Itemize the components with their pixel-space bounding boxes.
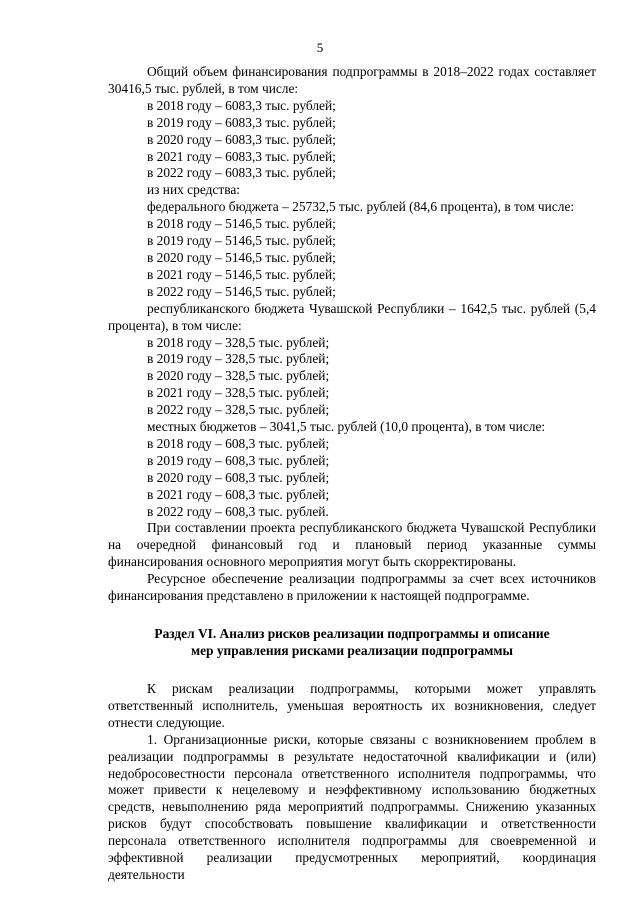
total-funding-years	[108, 98, 596, 183]
document-body	[108, 64, 596, 884]
federal-budget-year: в 2020 году – 5146,5 тыс. рублей;	[147, 249, 336, 265]
section-heading	[108, 625, 596, 659]
section-heading-line: мер управления рисками реализации подпрограммы	[190, 643, 514, 658]
total-funding-paragraph: Общий объем финансирования подпрограммы в 2018–2022 годах составляет 30416,5 тыс. рублей, в том числе:	[108, 64, 596, 96]
total-funding-year: в 2021 году – 6083,3 тыс. рублей;	[147, 148, 336, 164]
page-number: 5	[316, 40, 324, 55]
total-funding-year: в 2020 году – 6083,3 тыс. рублей;	[147, 131, 336, 147]
republic-budget-year: в 2022 году – 328,5 тыс. рублей;	[147, 402, 330, 418]
republic-budget-paragraph: республиканского бюджета Чувашской Республики – 1642,5 тыс. рублей (5,4 процента), в том числе:	[108, 300, 596, 333]
federal-budget-years	[108, 216, 596, 301]
organizational-risks-paragraph: 1. Организационные риски, которые связаны с возникновением проблем в реализации подпрограммы в результате недостаточной квалификации и (или) недобросовестности персонала ответственного исполнителя подпрограммы, что может привести к нецелевому и неэффективному использованию бюджетных средств, невыполнению ряда мероприятий подпрограммы. Снижению указанных рисков будут способствовать повышение квалификации и ответственности персонала ответственного исполнителя подпрограммы для своевременной и эффективной реализации предусмотренных мероприятий, координация деятельности	[108, 731, 596, 882]
local-budget-year: в 2020 году – 608,3 тыс. рублей;	[147, 469, 330, 485]
adjustment-paragraph: При составлении проекта республиканского бюджета Чувашской Республики на очередной финансовый год и плановый период указанные суммы финансирования основного мероприятия могут быть скорректированы.	[108, 520, 596, 570]
federal-budget-year: в 2021 году – 5146,5 тыс. рублей;	[147, 266, 336, 282]
federal-budget-paragraph: федерального бюджета – 25732,5 тыс. рублей (84,6 процента), в том числе:	[147, 199, 575, 215]
local-budget-paragraph: местных бюджетов – 3041,5 тыс. рублей (10,0 процента), в том числе:	[147, 419, 546, 435]
sources-intro: из них средства:	[147, 182, 241, 198]
federal-budget-year: в 2019 году – 5146,5 тыс. рублей;	[147, 233, 336, 249]
total-funding-year: в 2019 году – 6083,3 тыс. рублей;	[147, 114, 336, 130]
local-budget-year: в 2019 году – 608,3 тыс. рублей;	[147, 452, 330, 468]
total-funding-year: в 2018 году – 6083,3 тыс. рублей;	[147, 97, 336, 113]
republic-budget-year: в 2019 году – 328,5 тыс. рублей;	[147, 351, 330, 367]
risks-intro-paragraph: К рискам реализации подпрограммы, которыми может управлять ответственный исполнитель, уменьшая вероятность их возникновения, следует отнести следующие.	[108, 681, 596, 730]
republic-budget-years	[108, 335, 596, 420]
local-budget-year: в 2018 году – 608,3 тыс. рублей;	[147, 435, 330, 451]
federal-budget-year: в 2018 году – 5146,5 тыс. рублей;	[147, 216, 336, 232]
republic-budget-year: в 2018 году – 328,5 тыс. рублей;	[147, 334, 330, 350]
local-budget-year: в 2021 году – 608,3 тыс. рублей;	[147, 486, 330, 502]
total-funding-year: в 2022 году – 6083,3 тыс. рублей;	[147, 165, 336, 181]
local-budget-year: в 2022 году – 608,3 тыс. рублей.	[147, 503, 329, 519]
local-budget-years	[108, 436, 596, 521]
republic-budget-year: в 2021 году – 328,5 тыс. рублей;	[147, 385, 330, 401]
section-heading-line: Раздел VI. Анализ рисков реализации подпрограммы и описание	[154, 626, 550, 641]
republic-budget-year: в 2020 году – 328,5 тыс. рублей;	[147, 368, 330, 384]
federal-budget-year: в 2022 году – 5146,5 тыс. рублей;	[147, 283, 336, 299]
resources-paragraph: Ресурсное обеспечение реализации подпрограммы за счет всех источников финансирования представлено в приложении к настоящей подпрограмме.	[108, 571, 596, 604]
